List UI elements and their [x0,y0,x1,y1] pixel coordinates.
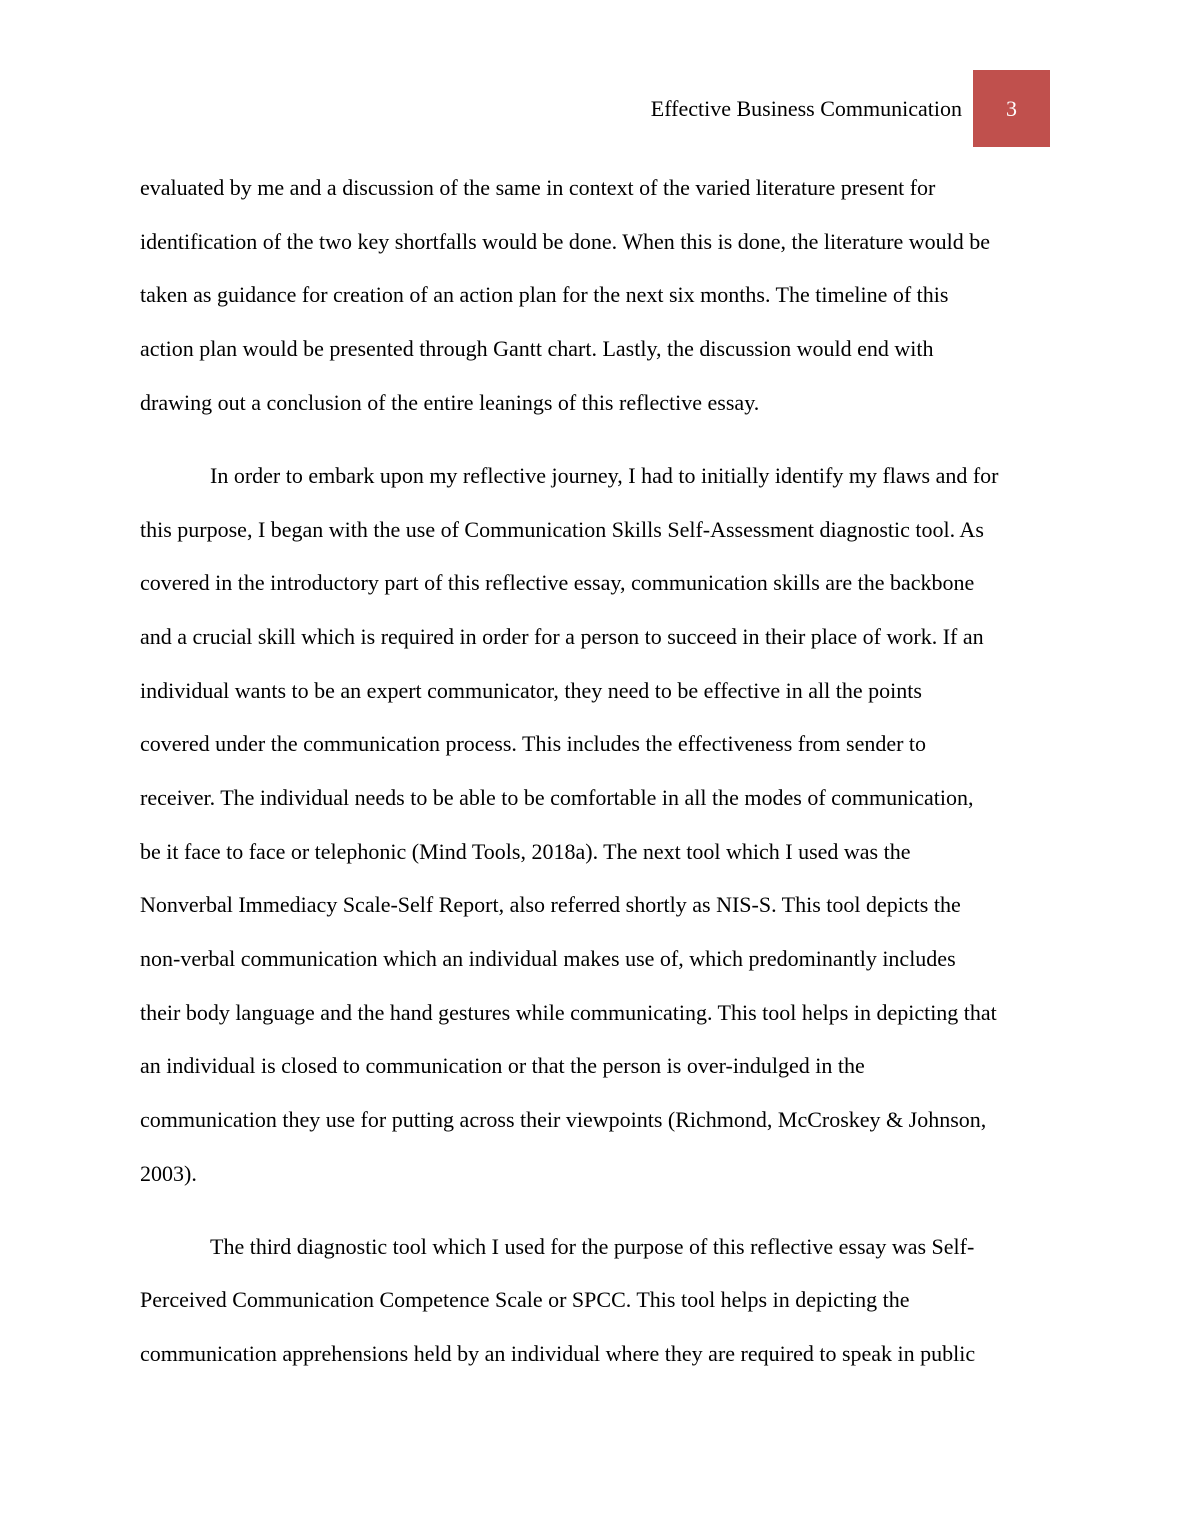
body-line: evaluated by me and a discussion of the same in context of the varied literature present for [140,175,936,200]
body-line: The third diagnostic tool which I used for the purpose of this reflective essay was Self- [210,1234,975,1259]
body-line: identification of the two key shortfalls would be done. When this is done, the literature would be [140,229,991,254]
body-line: communication apprehensions held by an individual where they are required to speak in public [140,1341,976,1366]
body-line: be it face to face or telephonic (Mind Tools, 2018a). The next tool which I used was the [140,839,911,864]
body-line: Nonverbal Immediacy Scale-Self Report, also referred shortly as NIS-S. This tool depicts the [140,892,961,917]
body-line: In order to embark upon my reflective journey, I had to initially identify my flaws and for [210,463,999,488]
header-title: Effective Business Communication [650,96,962,121]
body-line: and a crucial skill which is required in order for a person to succeed in their place of work. If an [140,624,984,649]
page-number-box [973,70,1050,147]
body-line: their body language and the hand gestures while communicating. This tool helps in depicting that [140,1000,997,1025]
body-line: action plan would be presented through Gantt chart. Lastly, the discussion would end with [140,336,934,361]
body-line: covered in the introductory part of this reflective essay, communication skills are the backbone [140,570,975,595]
body-line: individual wants to be an expert communicator, they need to be effective in all the points [140,678,922,703]
body-line: an individual is closed to communication or that the person is over-indulged in the [140,1053,865,1078]
body-line: covered under the communication process. This includes the effectiveness from sender to [140,731,927,756]
body-line: receiver. The individual needs to be able to be comfortable in all the modes of communication, [140,785,974,810]
body-line: Perceived Communication Competence Scale or SPCC. This tool helps in depicting the [140,1287,910,1312]
body-line: drawing out a conclusion of the entire leanings of this reflective essay. [140,390,760,415]
body-line: non-verbal communication which an individual makes use of, which predominantly includes [140,946,956,971]
body-line: taken as guidance for creation of an action plan for the next six months. The timeline of this [140,282,949,307]
page-number: 3 [1006,95,1017,121]
body-line: communication they use for putting across their viewpoints (Richmond, McCroskey & Johnson, [140,1107,987,1132]
body-line: 2003). [140,1161,197,1186]
body-line: this purpose, I began with the use of Communication Skills Self-Assessment diagnostic tool. As [140,517,984,542]
